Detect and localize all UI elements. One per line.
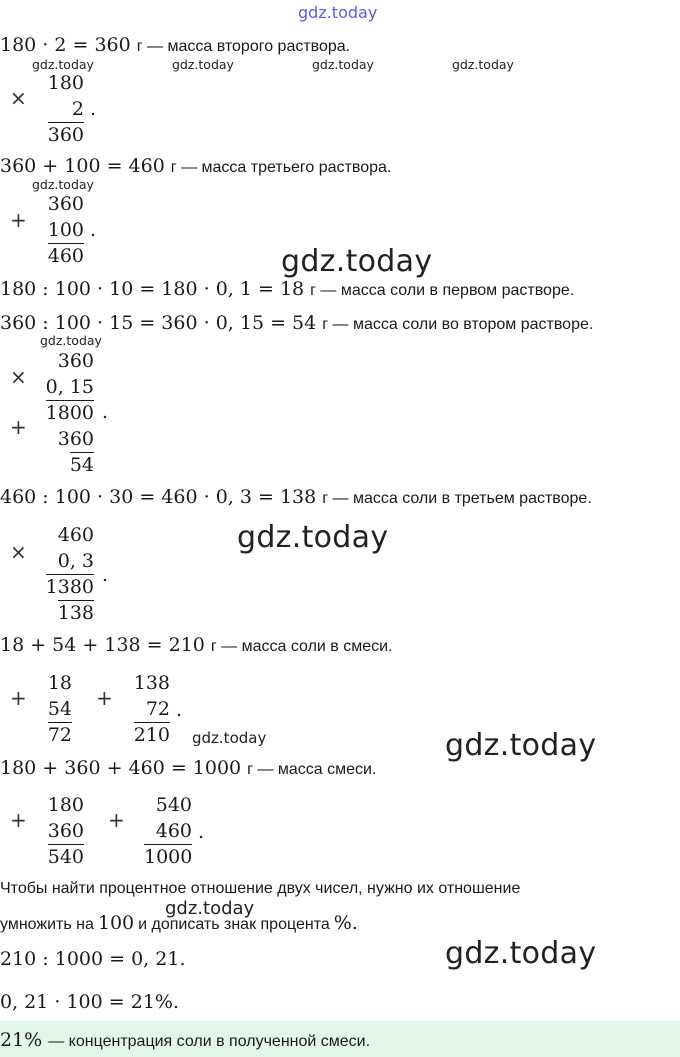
solution-line-4 xyxy=(0,312,593,334)
operand: 360 xyxy=(47,193,84,215)
solution-line-9: 0, 21 · 100 = 21%. xyxy=(0,991,179,1013)
watermark-small: gdz.today xyxy=(32,177,94,192)
operand: 18 xyxy=(47,672,72,694)
watermark-small: gdz.today xyxy=(452,57,514,72)
column-addition-5a xyxy=(44,670,72,748)
line-7-math: 180 + 360 + 460 = 1000 xyxy=(0,757,242,779)
solution-line-8: 210 : 1000 = 0, 21. xyxy=(0,948,186,970)
line-1-text: г — масса второго раствора. xyxy=(136,38,351,55)
period: . xyxy=(102,564,109,586)
column-addition-5b xyxy=(132,670,170,748)
multiply-sign: × xyxy=(10,86,27,110)
watermark-small: gdz.today xyxy=(192,729,267,747)
plus-sign: + xyxy=(10,686,27,710)
operand: 2 xyxy=(71,98,84,120)
column-multiplication-1 xyxy=(44,70,84,148)
result: 72 xyxy=(47,724,72,746)
operand: 72 xyxy=(145,698,170,720)
operand: 0, 3 xyxy=(57,550,94,572)
rule-text: и дописать знак процента xyxy=(138,916,330,933)
watermark-large: gdz.today xyxy=(237,520,389,555)
operand: 54 xyxy=(47,698,72,720)
rule-percent: %. xyxy=(333,912,358,934)
line-6-math: 18 + 54 + 138 = 210 xyxy=(0,634,205,656)
watermark-large: gdz.today xyxy=(445,728,597,763)
result: 1000 xyxy=(144,846,193,868)
solution-line-7 xyxy=(0,757,376,779)
solution-line-3 xyxy=(0,278,574,300)
plus-sign: + xyxy=(10,208,27,232)
rule-line-1: Чтобы найти процентное отношение двух чисел, нужно их отношение xyxy=(0,880,521,897)
watermark-small: gdz.today xyxy=(172,57,234,72)
rule-number: 100 xyxy=(97,912,135,934)
watermark-small: gdz.today xyxy=(165,898,255,919)
period: . xyxy=(90,219,97,241)
partial-product: 360 xyxy=(57,428,94,450)
column-multiplication-3 xyxy=(44,348,94,478)
operand: 180 xyxy=(47,794,84,816)
plus-sign: + xyxy=(10,415,27,439)
operand: 100 xyxy=(47,219,84,241)
final-text: — концентрация соли в полученной смеси. xyxy=(48,1033,371,1050)
solution-line-1 xyxy=(0,34,350,56)
watermark-small: gdz.today xyxy=(32,57,94,72)
result: 460 xyxy=(47,245,84,267)
watermark-small: gdz.today xyxy=(40,333,102,348)
line-4-text: г — масса соли во втором растворе. xyxy=(322,316,594,333)
operand: 360 xyxy=(57,350,94,372)
period: . xyxy=(176,699,183,721)
result: 210 xyxy=(133,724,170,746)
line-2-math: 360 + 100 = 460 xyxy=(0,155,165,177)
period: . xyxy=(90,98,97,120)
operand: 460 xyxy=(57,524,94,546)
line-5-text: г — масса соли в третьем растворе. xyxy=(322,490,592,507)
column-addition-6a xyxy=(44,792,84,870)
line-5-math: 460 : 100 · 30 = 460 · 0, 3 = 138 xyxy=(0,486,317,508)
multiply-sign: × xyxy=(10,540,27,564)
watermark-large: gdz.today xyxy=(281,244,433,279)
column-multiplication-4 xyxy=(44,522,94,626)
final-answer xyxy=(0,1029,370,1051)
operand: 138 xyxy=(133,672,170,694)
operand: 460 xyxy=(155,820,192,842)
operand: 540 xyxy=(155,794,192,816)
final-math: 21% xyxy=(0,1029,43,1051)
line-7-text: г — масса смеси. xyxy=(247,761,377,778)
period: . xyxy=(198,821,205,843)
plus-sign: + xyxy=(96,686,113,710)
watermark-top: gdz.today xyxy=(298,3,378,22)
rule-text: умножить на xyxy=(0,916,94,933)
result: 138 xyxy=(57,602,94,624)
line-6-text: г — масса соли в смеси. xyxy=(210,638,393,655)
operand: 360 xyxy=(47,820,84,842)
partial-product: 1800 xyxy=(45,402,94,424)
line-2-text: г — масса третьего раствора. xyxy=(170,159,392,176)
plus-sign: + xyxy=(108,808,125,832)
line-1-math: 180 · 2 = 360 xyxy=(0,34,131,56)
result: 360 xyxy=(47,124,84,146)
solution-line-5 xyxy=(0,486,592,508)
line-3-text: г — масса соли в первом растворе. xyxy=(310,282,575,299)
solution-line-6 xyxy=(0,634,393,656)
result: 540 xyxy=(47,846,84,868)
result: 54 xyxy=(69,454,94,476)
operand: 0, 15 xyxy=(45,376,94,398)
column-addition-2 xyxy=(44,191,84,269)
watermark-large: gdz.today xyxy=(445,936,597,971)
solution-line-2 xyxy=(0,155,391,177)
line-3-math: 180 : 100 · 10 = 180 · 0, 1 = 18 xyxy=(0,278,305,300)
multiply-sign: × xyxy=(10,365,27,389)
partial-product: 1380 xyxy=(45,576,94,598)
period: . xyxy=(102,401,109,423)
watermark-small: gdz.today xyxy=(312,57,374,72)
plus-sign: + xyxy=(10,808,27,832)
column-addition-6b xyxy=(144,792,192,870)
line-4-math: 360 : 100 · 15 = 360 · 0, 15 = 54 xyxy=(0,312,317,334)
operand: 180 xyxy=(47,72,84,94)
